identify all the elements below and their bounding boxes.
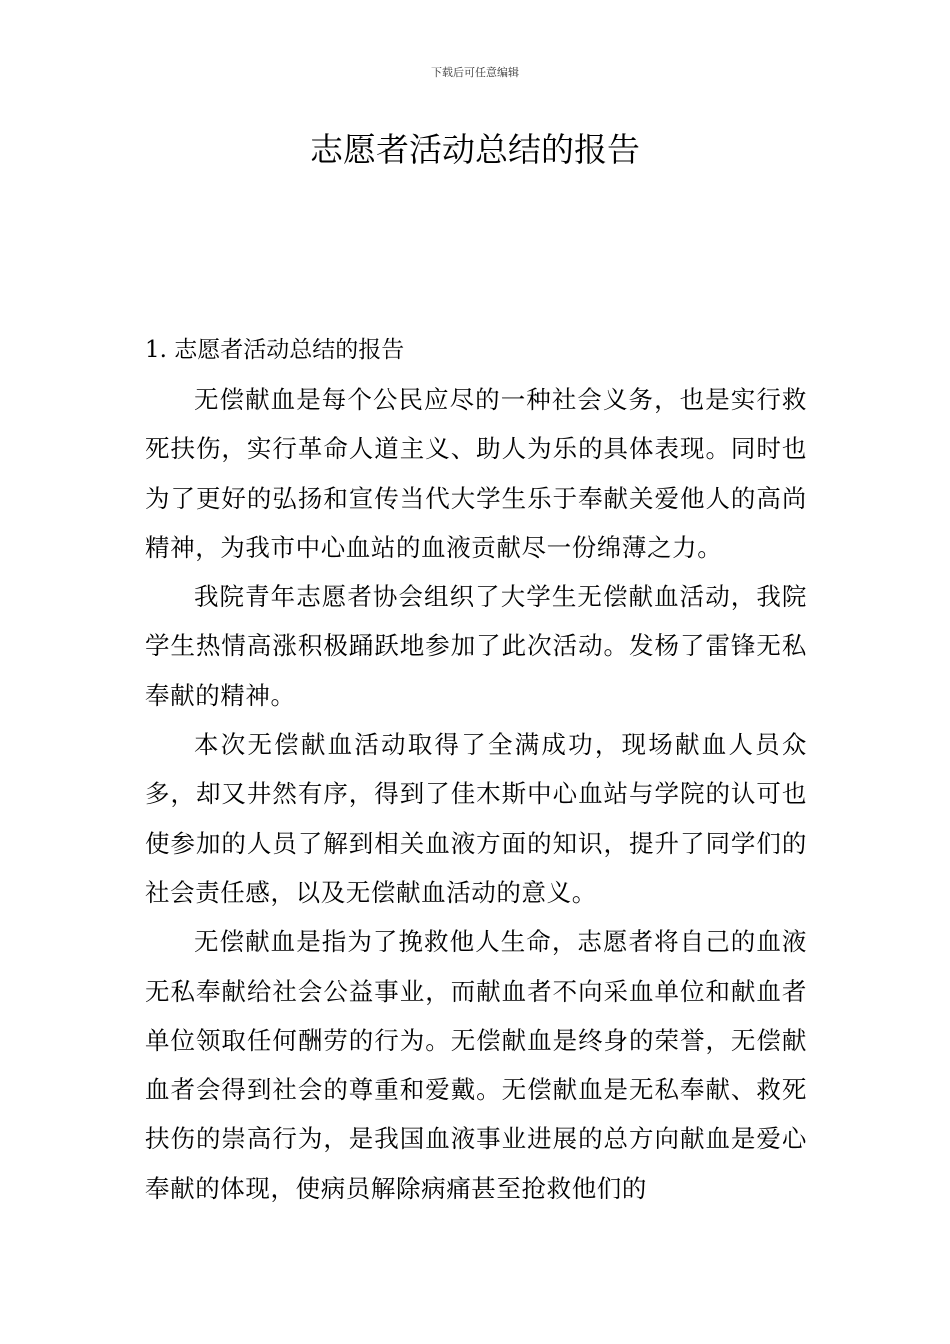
paragraph-2: 我院青年志愿者协会组织了大学生无偿献血活动，我院学生热情高涨积极踊跃地参加了此次活动。发杨了雷锋无私奉献的精神。 bbox=[145, 582, 807, 710]
paragraph-3: 本次无偿献血活动取得了全满成功，现场献血人员众多，却又井然有序，得到了佳木斯中心血站与学院的认可也使参加的人员了解到相关血液方面的知识，提升了同学们的社会责任感，以及无偿献血活动的意义。 bbox=[145, 730, 807, 907]
document-body bbox=[145, 326, 807, 1213]
paragraph-1: 无偿献血是每个公民应尽的一种社会义务，也是实行救死扶伤，实行革命人道主义、助人为乐的具体表现。同时也为了更好的弘扬和宣传当代大学生乐于奉献关爱他人的高尚精神，为我市中心血站的血液贡献尽一份绵薄之力。 bbox=[145, 385, 807, 562]
paragraph-4: 无偿献血是指为了挽救他人生命，志愿者将自己的血液无私奉献给社会公益事业，而献血者不向采血单位和献血者单位领取任何酬劳的行为。无偿献血是终身的荣誉，无偿献血者会得到社会的尊重和爱戴。无偿献血是无私奉献、救死扶伤的崇高行为，是我国血液事业进展的总方向献血是爱心奉献的体现，使病员解除病痛甚至抢救他们的 bbox=[145, 927, 807, 1203]
header-note: 下载后可任意编辑 bbox=[431, 66, 519, 79]
section-heading: 1. 志愿者活动总结的报告 bbox=[145, 337, 405, 363]
document-title: 志愿者活动总结的报告 bbox=[310, 130, 640, 169]
